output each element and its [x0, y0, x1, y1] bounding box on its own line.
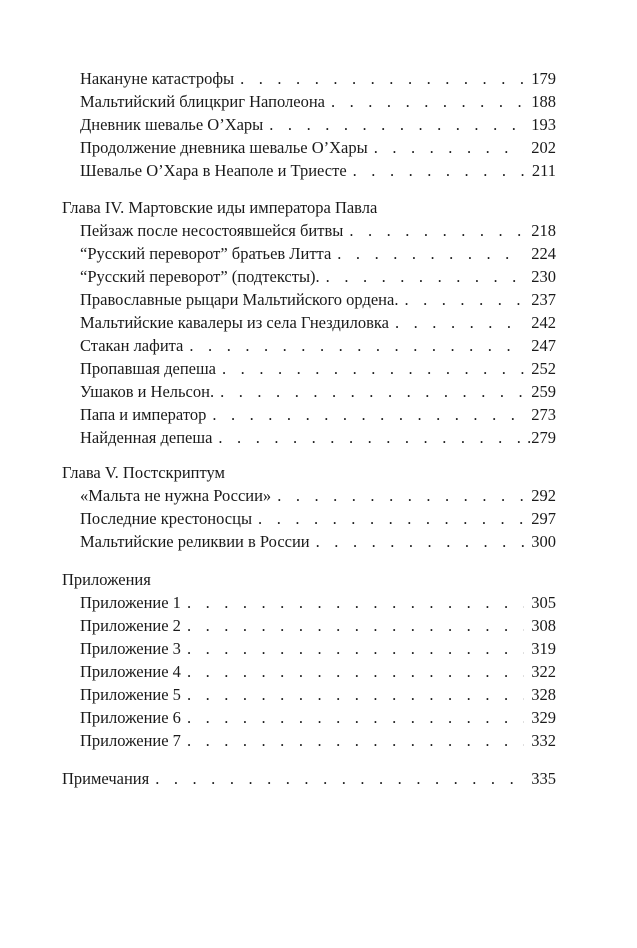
toc-entry-title: Приложение 7	[80, 731, 181, 750]
toc-entry[interactable]	[80, 592, 556, 614]
toc-entry[interactable]	[80, 730, 556, 752]
toc-entry-page: 242	[531, 313, 556, 332]
toc-entry-page: 308	[531, 616, 556, 635]
toc-entry-page: 218	[531, 221, 556, 240]
toc-entry-page: 237	[531, 290, 556, 309]
toc-entry-title: Пропавшая депеша	[80, 359, 217, 378]
dot-leader	[155, 768, 524, 790]
toc-entry-title: Приложение 4	[80, 662, 181, 681]
toc-entry[interactable]	[80, 531, 556, 553]
dot-leader	[212, 404, 524, 426]
toc-entry-page: 319	[531, 639, 556, 658]
toc-entry-title: Приложение 1	[80, 593, 181, 612]
toc-entry-title: Найденная депеша	[80, 428, 213, 447]
dot-leader	[349, 220, 524, 242]
dot-leader	[316, 531, 524, 553]
toc-entry-page: 297	[531, 509, 556, 528]
toc-entry-page: 259	[531, 382, 556, 401]
dot-leader	[277, 485, 524, 507]
dot-leader	[187, 592, 524, 614]
toc-entry[interactable]	[80, 289, 556, 311]
toc-entry[interactable]	[80, 312, 556, 334]
toc-entry-title: Стакан лафита	[80, 336, 184, 355]
toc-entry[interactable]	[80, 707, 556, 729]
toc-entry-title: Приложение 5	[80, 685, 181, 704]
toc-entry[interactable]	[80, 638, 556, 660]
dot-leader	[187, 684, 524, 706]
dot-leader	[326, 266, 524, 288]
dot-leader	[187, 661, 524, 683]
toc-entry[interactable]	[80, 381, 556, 403]
toc-entry-page: .279	[527, 428, 556, 447]
toc-entry[interactable]	[80, 615, 556, 637]
dot-leader	[222, 358, 524, 380]
toc-entry-notes[interactable]	[62, 768, 556, 790]
toc-entry-title: Приложение 3	[80, 639, 181, 658]
toc-entry-page: 335	[531, 769, 556, 788]
toc-entry[interactable]	[80, 358, 556, 380]
toc-entry-page: 332	[531, 731, 556, 750]
toc-entry-page: 273	[531, 405, 556, 424]
toc-entry[interactable]	[80, 220, 556, 242]
toc-entry-title: Ушаков и Нельсон.	[80, 382, 215, 401]
toc-entry-title: Дневник шевалье О’Хары	[80, 115, 264, 134]
toc-entry-page: 300	[531, 532, 556, 551]
toc-entry[interactable]	[80, 91, 556, 113]
toc-entry-title: Приложение 2	[80, 616, 181, 635]
toc-entry-page: 292	[531, 486, 556, 505]
toc-entry[interactable]	[80, 335, 556, 357]
toc-entry-page: 305	[531, 593, 556, 612]
toc-entry-page: 230	[531, 267, 556, 286]
chapter-heading[interactable]: Глава V. Постскриптум	[62, 463, 225, 482]
toc-entry-title: Шевалье О’Хара в Неаполе и Триесте	[80, 161, 347, 180]
dot-leader	[395, 312, 524, 334]
dot-leader	[218, 427, 521, 449]
toc-entry-page: 211	[531, 161, 556, 180]
toc-entry-title: Последние крестоносцы	[80, 509, 253, 528]
toc-entry-page: 202	[531, 138, 556, 157]
toc-entry-title: Православные рыцари Мальтийского ордена.	[80, 290, 399, 309]
appendices-heading[interactable]: Приложения	[62, 570, 151, 589]
toc-entry-title: Примечания	[62, 769, 150, 788]
dot-leader	[269, 114, 524, 136]
dot-leader	[189, 335, 524, 357]
dot-leader	[258, 508, 524, 530]
dot-leader	[187, 730, 524, 752]
toc-entry-page: 179	[531, 69, 556, 88]
dot-leader	[240, 68, 524, 90]
dot-leader	[187, 638, 524, 660]
dot-leader	[374, 137, 524, 159]
toc-entry-title: Продолжение дневника шевалье О’Хары	[80, 138, 368, 157]
toc-entry-page: 329	[531, 708, 556, 727]
dot-leader	[404, 289, 524, 311]
toc-entry[interactable]	[80, 243, 556, 265]
toc-entry-page: 252	[531, 359, 556, 378]
dot-leader	[337, 243, 524, 265]
toc-entry-title: «Мальта не нужна России»	[80, 486, 272, 505]
toc-entry-page: 193	[531, 115, 556, 134]
toc-entry[interactable]	[80, 114, 556, 136]
toc-entry[interactable]	[80, 661, 556, 683]
toc-entry-page: 322	[531, 662, 556, 681]
toc-entry[interactable]	[80, 68, 556, 90]
dot-leader	[187, 707, 524, 729]
toc-entry[interactable]	[80, 160, 556, 182]
toc-entry[interactable]	[80, 485, 556, 507]
dot-leader	[353, 160, 524, 182]
toc-entry-title: “Русский переворот” братьев Литта	[80, 244, 332, 263]
toc-entry[interactable]	[80, 427, 556, 449]
toc-entry-page: 328	[531, 685, 556, 704]
toc-entry-title: Пейзаж после несостоявшейся битвы	[80, 221, 344, 240]
toc-entry-title: Приложение 6	[80, 708, 181, 727]
toc-entry-title: Накануне катастрофы	[80, 69, 235, 88]
toc-entry-title: Папа и император	[80, 405, 207, 424]
toc-entry[interactable]	[80, 404, 556, 426]
toc-entry[interactable]	[80, 508, 556, 530]
toc-entry[interactable]	[80, 266, 556, 288]
chapter-heading[interactable]: Глава IV. Мартовские иды императора Павла	[62, 198, 378, 217]
toc-entry-title: Мальтийские кавалеры из села Гнездиловка	[80, 313, 389, 332]
toc-entry-page: 247	[531, 336, 556, 355]
toc-entry-title: Мальтийский блицкриг Наполеона	[80, 92, 325, 111]
toc-entry-title: Мальтийские реликвии в России	[80, 532, 310, 551]
toc-entry-title: “Русский переворот” (подтексты).	[80, 267, 320, 286]
dot-leader	[331, 91, 524, 113]
dot-leader	[220, 381, 524, 403]
toc-entry-page: 224	[531, 244, 556, 263]
toc-entry[interactable]	[80, 137, 556, 159]
dot-leader	[187, 615, 524, 637]
toc-entry-page: 188	[531, 92, 556, 111]
toc-entry[interactable]	[80, 684, 556, 706]
